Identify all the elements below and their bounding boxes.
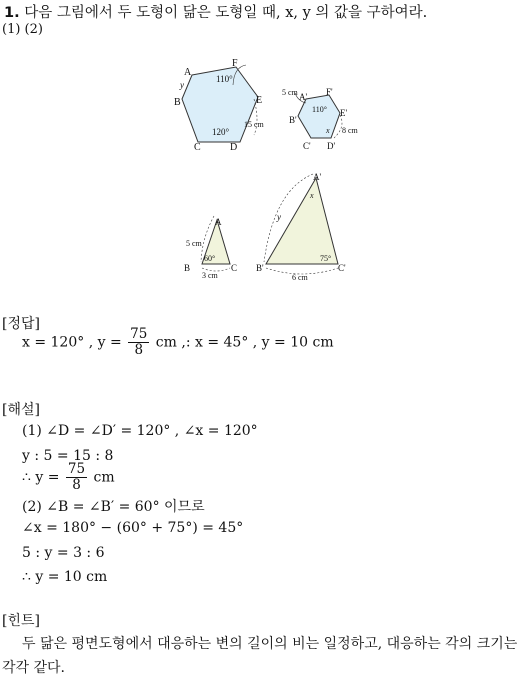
solution-line-1: (1) ∠D = ∠D′ = 120° , ∠x = 120° [22, 423, 258, 439]
label-E: E [256, 95, 263, 106]
solution-line-2: y : 5 = 15 : 8 [22, 448, 114, 464]
solution-line-6: 5 : y = 3 : 6 [22, 545, 105, 561]
label-A: A [215, 217, 222, 227]
label-D2: D' [327, 141, 336, 151]
label-F2: F' [326, 87, 333, 97]
label-E2: E' [340, 108, 348, 118]
label-y: y [277, 212, 281, 222]
solution-l3-a: ∴ y = [22, 469, 60, 486]
answer-frac-num: 75 [130, 326, 148, 342]
angle-B: 60° [204, 254, 216, 263]
base-B2C2: 6 cm [292, 273, 308, 282]
label-x: x [326, 126, 330, 135]
answer-frac-den: 8 [134, 342, 144, 358]
label-B2: B' [289, 115, 297, 125]
answer-fraction [128, 327, 149, 358]
solution-l3-b: cm [93, 469, 115, 486]
question [4, 1, 427, 22]
answer-heading: [정답] [2, 316, 40, 332]
hint-text: 두 닮은 평면도형에서 대응하는 변의 길이의 비는 일정하고, 대응하는 각의 크기는 각각 같다. [2, 636, 518, 676]
angle-F2: 110° [312, 105, 327, 114]
question-number: 1. [4, 5, 20, 21]
label-A2: A' [299, 92, 308, 102]
solution-line-5: ∠x = 180° − (60° + 75°) = 45° [22, 520, 244, 536]
label-A: A [184, 67, 192, 78]
label-y: y [180, 80, 184, 90]
answer-part-a: x = 120° , y = [22, 334, 122, 351]
label-C2: C' [338, 263, 346, 273]
answer-part-b: cm ,: x = 45° , y = 10 cm [155, 334, 334, 351]
solution-frac-num: 75 [67, 461, 86, 477]
answer-line [22, 327, 334, 358]
label-x: x [310, 191, 314, 200]
label-C: C [231, 263, 238, 273]
side-A2B2: 5 cm [282, 88, 298, 97]
label-B: B [184, 263, 191, 273]
solution-line-7: ∴ y = 10 cm [22, 569, 108, 585]
solution-line-3 [22, 462, 115, 493]
label-F: F [232, 58, 238, 69]
solution-frac-den: 8 [72, 477, 81, 493]
side-DE: 15 cm [244, 120, 264, 129]
angle-D: 120° [212, 127, 230, 137]
question-parts: (1) (2) [2, 22, 43, 37]
solution-heading: [해설] [2, 402, 40, 418]
label-C2: C' [303, 141, 311, 151]
label-A2: A' [313, 172, 322, 182]
hint-heading: [힌트] [2, 613, 40, 629]
label-B2: B' [256, 263, 264, 273]
side-E2D2: 8 cm [342, 126, 358, 135]
solution-fraction [66, 462, 87, 493]
angle-F: 110° [216, 74, 233, 84]
solution-line-4: (2) ∠B = ∠B′ = 60° 이므로 [22, 499, 205, 515]
figure-hexagons [170, 55, 370, 155]
figure-triangles [182, 170, 362, 285]
side-AB: 5 cm [186, 239, 202, 248]
base-BC: 3 cm [202, 271, 218, 280]
label-B: B [174, 97, 181, 108]
label-C: C [194, 142, 201, 153]
angle-C2: 75° [320, 254, 332, 263]
label-D: D [230, 142, 238, 153]
question-text: 다음 그림에서 두 도형이 닮은 도형일 때, x, y 의 값을 구하여라. [24, 5, 428, 21]
